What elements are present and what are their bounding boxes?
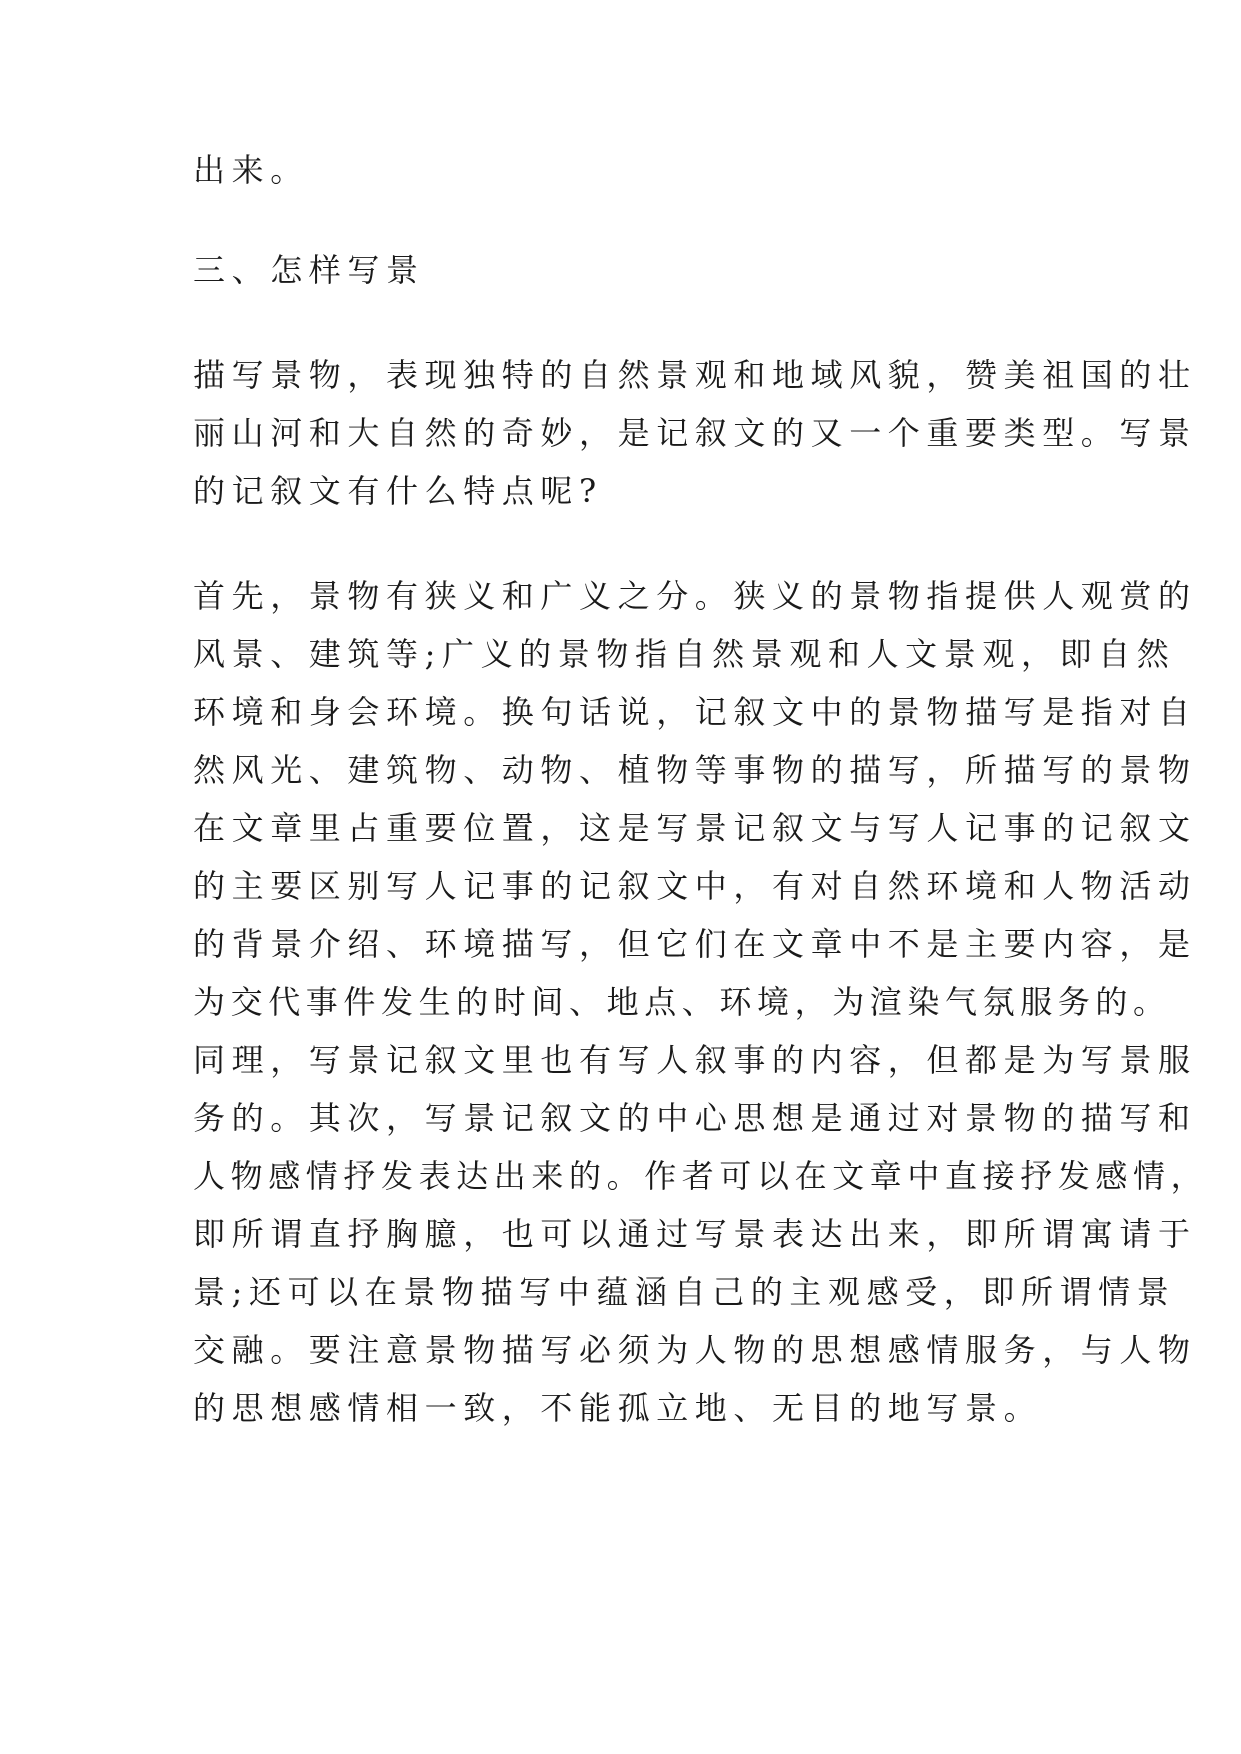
- text-line: 在文章里占重要位置，这是写景记叙文与写人记事的记叙文: [193, 809, 1197, 847]
- text-line: 描写景物，表现独特的自然景观和地域风貌，赞美祖国的壮: [193, 356, 1197, 394]
- text-line: 为交代事件发生的时间、地点、环境，为渲染气氛服务的。: [193, 983, 1171, 1021]
- text-line: 然风光、建筑物、动物、植物等事物的描写，所描写的景物: [193, 751, 1197, 789]
- text-line: 的思想感情相一致，不能孤立地、无目的地写景。: [193, 1389, 1043, 1427]
- text-line: 务的。其次，写景记叙文的中心思想是通过对景物的描写和: [193, 1099, 1197, 1137]
- text-line: 景;还可以在景物描写中蕴涵自己的主观感受，即所谓情景: [193, 1273, 1176, 1311]
- text-line: 首先，景物有狭义和广义之分。狭义的景物指提供人观赏的: [193, 577, 1197, 615]
- text-line: 交融。要注意景物描写必须为人物的思想感情服务，与人物: [193, 1331, 1197, 1369]
- text-line: 环境和身会环境。换句话说，记叙文中的景物描写是指对自: [193, 693, 1197, 731]
- text-line: 的背景介绍、环境描写，但它们在文章中不是主要内容，是: [193, 925, 1197, 963]
- text-line: 丽山河和大自然的奇妙，是记叙文的又一个重要类型。写景: [193, 414, 1197, 452]
- text-line: 即所谓直抒胸臆，也可以通过写景表达出来，即所谓寓请于: [193, 1215, 1197, 1253]
- text-line: 同理，写景记叙文里也有写人叙事的内容，但都是为写景服: [193, 1041, 1197, 1079]
- text-line: 出来。: [193, 151, 309, 189]
- text-line: 人物感情抒发表达出来的。作者可以在文章中直接抒发感情，: [193, 1157, 1209, 1195]
- text-line: 风景、建筑等;广义的景物指自然景观和人文景观，即自然: [193, 635, 1176, 673]
- section-heading: 三、怎样写景: [193, 251, 425, 289]
- text-line: 的主要区别写人记事的记叙文中，有对自然环境和人物活动: [193, 867, 1197, 905]
- text-line: 的记叙文有什么特点呢?: [193, 472, 603, 510]
